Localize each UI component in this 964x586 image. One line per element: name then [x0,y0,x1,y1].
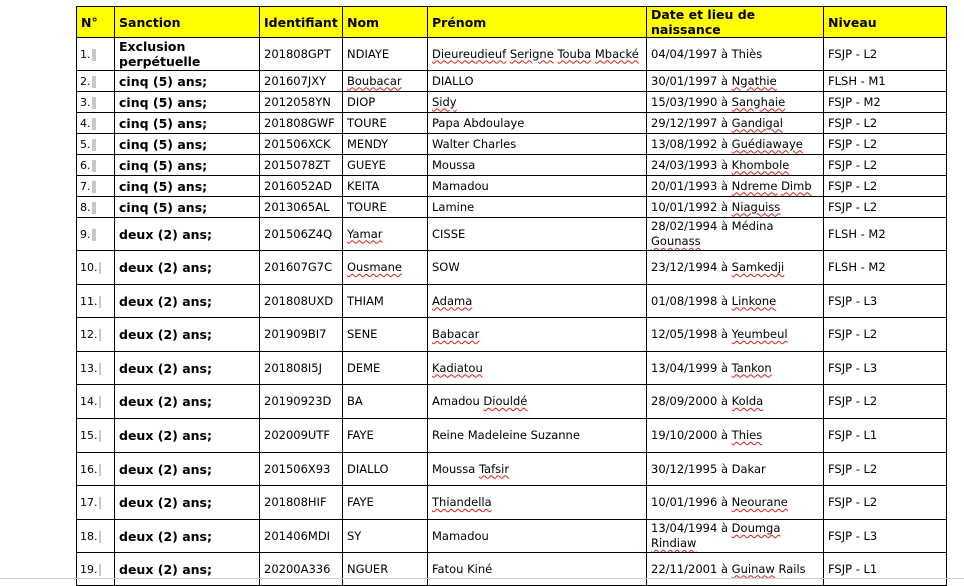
cell-naissance: 29/12/1997 à Gandigal [647,113,824,134]
cell-nom: DIOP [343,92,428,113]
cell-naissance: 28/02/1994 à Médina Gounass [647,218,824,251]
cell-naissance: 13/04/1994 à Doumga Rindiaw [647,520,824,553]
cell-sanction: deux (2) ans; [115,520,260,553]
spellcheck-underlined-word: Kolda [731,394,764,408]
table-row [77,176,947,197]
cell-naissance: 13/04/1999 à Tankon [647,352,824,385]
cell-prenom: Lamine [428,197,647,218]
cell-identifiant: 201506XCK [260,134,343,155]
cell-num [77,318,115,352]
cell-nom: TOURE [343,113,428,134]
row-number: 8. [80,200,91,214]
cell-naissance: 04/04/1997 à Thiès [647,38,824,71]
cell-prenom: Mamadou [428,176,647,197]
spellcheck-underlined-word: Ngathie [731,73,777,88]
spellcheck-underlined-word: Doumga [731,521,781,535]
table-row [77,520,947,553]
table-row [77,453,947,486]
spellcheck-underlined-word: Gounass [651,234,701,248]
spellcheck-underlined-word: Thiandella [432,495,492,509]
list-marker-icon [99,262,101,274]
row-number: 1. [80,47,91,61]
cell-nom: FAYE [343,486,428,520]
row-number: 5. [80,137,91,151]
cell-num [77,251,115,285]
table-row [77,486,947,520]
cell-identifiant: 201909BI7 [260,318,343,352]
cell-naissance: 12/05/1998 à Yeumbeul [647,318,824,352]
table-row [77,113,947,134]
cell-identifiant: 2012058YN [260,92,343,113]
row-number: 7. [80,179,91,193]
list-marker-icon [92,181,96,193]
header-sanction: Sanction [115,7,260,38]
spellcheck-underlined-word: Sidy [432,94,457,109]
cell-num [77,218,115,251]
row-number: 10. [80,261,98,274]
cell-sanction: deux (2) ans; [115,352,260,385]
table-row [77,197,947,218]
list-marker-icon [92,118,96,130]
cell-prenom [428,38,647,71]
cell-identifiant: 201808GWF [260,113,343,134]
spellcheck-underlined-word: Thies [731,428,763,442]
spellcheck-underlined-word: Touba [557,46,592,61]
list-marker-icon [99,296,101,308]
cell-identifiant: 2015078ZT [260,155,343,176]
cell-num [77,453,115,486]
spellcheck-underlined-word: Sanghaie [731,94,786,109]
header-prenom: Prénom [428,7,647,38]
cell-num [77,285,115,318]
cell-prenom: Amadou Diouldé [428,385,647,419]
cell-nom: NDIAYE [343,38,428,71]
table-row [77,318,947,352]
header-naissance: Date et lieu de naissance [647,7,824,38]
cell-niveau: FLSH - M1 [824,71,947,92]
table-row [77,553,947,586]
list-marker-icon [99,564,101,576]
cell-prenom [428,486,647,520]
cell-nom: KEITA [343,176,428,197]
cell-num [77,385,115,419]
list-marker-icon [92,202,96,214]
list-marker-icon [99,464,101,476]
cell-sanction: deux (2) ans; [115,251,260,285]
cell-sanction: cinq (5) ans; [115,197,260,218]
cell-prenom: Moussa [428,155,647,176]
spellcheck-underlined-word: Ousmane [347,260,402,274]
table-row [77,134,947,155]
cell-num [77,134,115,155]
cell-identifiant: 201808HIF [260,486,343,520]
cell-identifiant: 2013065AL [260,197,343,218]
cell-nom: NGUER [343,553,428,586]
cell-nom: MENDY [343,134,428,155]
cell-identifiant: 201808GPT [260,38,343,71]
row-number: 9. [80,227,91,241]
spellcheck-underlined-word: Babacar [432,327,480,341]
spellcheck-underlined-word: Niaguiss [731,199,781,214]
table-row [77,251,947,285]
row-number: 15. [80,429,98,442]
spellcheck-underlined-word: Tankon [731,360,772,375]
cell-naissance: 01/08/1998 à Linkone [647,285,824,318]
cell-prenom: CISSE [428,218,647,251]
list-marker-icon [92,49,96,61]
cell-niveau: FLSH - M2 [824,218,947,251]
spellcheck-underlined-word: Guinaw [731,561,775,576]
cell-niveau: FSJP - L2 [824,113,947,134]
cell-prenom: Walter Charles [428,134,647,155]
cell-naissance: 24/03/1993 à Khombole [647,155,824,176]
cell-naissance: 20/01/1993 à Ndreme Dimb [647,176,824,197]
cell-niveau: FSJP - L2 [824,155,947,176]
table-row [77,285,947,318]
cell-num [77,38,115,71]
list-marker-icon [92,97,96,109]
spellcheck-underlined-word: Kadiatou [432,360,483,375]
cell-naissance: 15/03/1990 à Sanghaie [647,92,824,113]
spellcheck-underlined-word: Neourane [731,495,788,509]
cell-num [77,419,115,453]
cell-sanction: Exclusion perpétuelle [115,38,260,71]
table-body [77,38,947,586]
cell-sanction: cinq (5) ans; [115,92,260,113]
cell-naissance: 13/08/1992 à Guédiawaye [647,134,824,155]
cell-naissance: 28/09/2000 à Kolda [647,385,824,419]
spellcheck-underlined-word: Boubacar [347,73,402,88]
spellcheck-underlined-word: Linkone [731,293,777,308]
cell-niveau: FSJP - L2 [824,486,947,520]
cell-prenom [428,318,647,352]
row-number: 3. [80,95,91,109]
spellcheck-underlined-word: Rindiaw [651,536,697,550]
cell-num [77,352,115,385]
cell-prenom [428,285,647,318]
row-number: 2. [80,74,91,88]
cell-nom: DEME [343,352,428,385]
spellcheck-underlined-word: Diouldé [483,394,528,408]
list-marker-icon [99,531,101,543]
cell-sanction: deux (2) ans; [115,453,260,486]
cell-nom: FAYE [343,419,428,453]
row-number: 6. [80,158,91,172]
cell-sanction: deux (2) ans; [115,486,260,520]
spellcheck-underlined-word: Mbacké [594,46,639,61]
cell-identifiant: 201607G7C [260,251,343,285]
table-row [77,419,947,453]
cell-sanction: cinq (5) ans; [115,134,260,155]
cell-naissance: 23/12/1994 à Samkedji [647,251,824,285]
cell-niveau: FSJP - L2 [824,176,947,197]
spellcheck-underlined-word: Khombole [731,157,790,172]
cell-nom [343,251,428,285]
cell-prenom: Papa Abdoulaye [428,113,647,134]
cell-naissance: 22/11/2001 à Guinaw Rails [647,553,824,586]
table-row [77,218,947,251]
cell-naissance: 10/01/1992 à Niaguiss [647,197,824,218]
table-row [77,385,947,419]
cell-nom: TOURE [343,197,428,218]
cell-sanction: deux (2) ans; [115,218,260,251]
cell-identifiant: 201506Z4Q [260,218,343,251]
cell-num [77,553,115,586]
spellcheck-underlined-word: Tafsir [478,461,510,476]
list-marker-icon [99,363,101,375]
cell-prenom [428,92,647,113]
spellcheck-underlined-word: Samkedji [731,260,785,274]
row-number: 11. [80,294,98,308]
cell-identifiant: 202009UTF [260,419,343,453]
table-row [77,38,947,71]
table-row [77,92,947,113]
header-identifiant: Identifiant [260,7,343,38]
header-niveau: Niveau [824,7,947,38]
row-number: 18. [80,529,98,543]
cell-sanction: deux (2) ans; [115,318,260,352]
cell-niveau: FSJP - L2 [824,134,947,155]
cell-sanction: cinq (5) ans; [115,176,260,197]
header-num: N° [77,7,115,38]
cell-identifiant: 201406MDI [260,520,343,553]
page-bottom-divider [0,578,964,579]
cell-prenom: Moussa Tafsir [428,453,647,486]
header-nom: Nom [343,7,428,38]
table-row [77,352,947,385]
cell-num [77,520,115,553]
cell-identifiant: 20190923D [260,385,343,419]
cell-sanction: deux (2) ans; [115,385,260,419]
cell-niveau: FSJP - L2 [824,38,947,71]
table-row [77,155,947,176]
list-marker-icon [99,329,101,341]
cell-sanction: deux (2) ans; [115,419,260,453]
cell-num [77,71,115,92]
row-number: 16. [80,462,98,476]
list-marker-icon [99,430,101,442]
sanctions-table-container [76,6,946,586]
cell-naissance: 30/12/1995 à Dakar [647,453,824,486]
list-marker-icon [92,76,96,88]
cell-num [77,113,115,134]
row-number: 4. [80,116,91,130]
list-marker-icon [92,139,96,151]
cell-identifiant: 2016052AD [260,176,343,197]
spellcheck-underlined-word: Ndreme [731,178,778,193]
cell-nom: DIALLO [343,453,428,486]
cell-nom: SY [343,520,428,553]
cell-identifiant: 20200A336 [260,553,343,586]
spellcheck-underlined-word: Dimb [781,178,812,193]
cell-sanction: cinq (5) ans; [115,71,260,92]
spellcheck-underlined-word: Yamar [347,226,383,241]
list-marker-icon [92,229,96,241]
list-marker-icon [99,497,101,509]
cell-niveau: FSJP - L2 [824,453,947,486]
cell-identifiant: 201506X93 [260,453,343,486]
cell-niveau: FSJP - L1 [824,419,947,453]
cell-identifiant: 201808UXD [260,285,343,318]
cell-niveau: FLSH - M2 [824,251,947,285]
cell-sanction: deux (2) ans; [115,285,260,318]
list-marker-icon [92,160,96,172]
spellcheck-underlined-word: Guédiawaye [731,136,803,151]
cell-prenom: DIALLO [428,71,647,92]
cell-nom [343,71,428,92]
cell-prenom: Fatou Kiné [428,553,647,586]
cell-naissance: 10/01/1996 à Neourane [647,486,824,520]
cell-naissance: 30/01/1997 à Ngathie [647,71,824,92]
row-number: 12. [80,328,98,341]
table-row [77,71,947,92]
cell-identifiant: 201607JXY [260,71,343,92]
spellcheck-underlined-word: Serigne [509,46,554,61]
row-number: 19. [80,562,98,576]
cell-nom: BA [343,385,428,419]
cell-nom: GUEYE [343,155,428,176]
cell-nom: SENE [343,318,428,352]
cell-prenom: Mamadou [428,520,647,553]
cell-niveau: FSJP - M2 [824,92,947,113]
cell-sanction: cinq (5) ans; [115,155,260,176]
cell-sanction: deux (2) ans; [115,553,260,586]
cell-sanction: cinq (5) ans; [115,113,260,134]
spellcheck-underlined-word: Gandigal [731,115,783,130]
cell-niveau: FSJP - L2 [824,318,947,352]
spellcheck-underlined-word: Adama [432,293,473,308]
cell-num [77,92,115,113]
cell-prenom [428,352,647,385]
row-number: 17. [80,496,98,509]
spellcheck-underlined-word: Yeumbeul [731,327,788,341]
row-number: 14. [80,395,98,408]
cell-niveau: FSJP - L1 [824,553,947,586]
list-marker-icon [99,396,101,408]
cell-niveau: FSJP - L3 [824,285,947,318]
cell-niveau: FSJP - L2 [824,385,947,419]
cell-num [77,197,115,218]
cell-num [77,486,115,520]
spellcheck-underlined-word: Dieureudieuf [432,46,507,61]
sanctions-table [76,6,947,586]
cell-identifiant: 201808I5J [260,352,343,385]
cell-nom [343,218,428,251]
cell-num [77,176,115,197]
row-number: 13. [80,361,98,375]
table-header-row [77,7,947,38]
cell-prenom: SOW [428,251,647,285]
cell-naissance: 19/10/2000 à Thies [647,419,824,453]
cell-niveau: FSJP - L2 [824,197,947,218]
cell-niveau: FSJP - L3 [824,520,947,553]
cell-prenom: Reine Madeleine Suzanne [428,419,647,453]
cell-nom: THIAM [343,285,428,318]
cell-num [77,155,115,176]
cell-niveau: FSJP - L3 [824,352,947,385]
